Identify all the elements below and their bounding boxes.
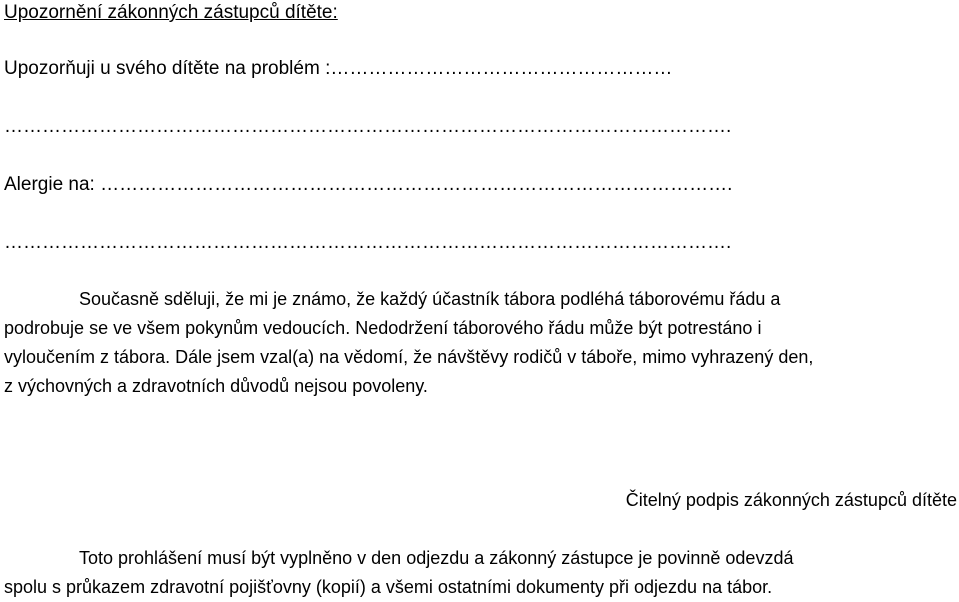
declaration-line: z výchovných a zdravotních důvodů nejsou povoleny. — [4, 376, 428, 396]
declaration-line: Současně sděluji, že mi je známo, že každý účastník tábora podléhá táborovému řádu a — [79, 289, 781, 309]
closing-paragraph — [4, 544, 955, 602]
declaration-line: podrobuje se ve všem pokynům vedoucích. Nedodržení táborového řádu může být potrestáno i — [4, 318, 762, 338]
allergy-field-line: Alergie na: ………………………………………………………………………………………. — [4, 174, 733, 195]
document-title: Upozornění zákonných zástupců dítěte: — [4, 2, 338, 23]
declaration-paragraph — [4, 285, 955, 401]
signature-label: Čitelný podpis zákonných zástupců dítěte — [625, 490, 957, 510]
problem-field-line: Upozorňuji u svého dítěte na problém :……………………………………………… — [4, 58, 673, 79]
problem-continuation-line: ……………………………………………………………………………………………………. — [4, 116, 732, 137]
declaration-line: vyloučením z tábora. Dále jsem vzal(a) na vědomí, že návštěvy rodičů v táboře, mimo vyhrazený den, — [4, 347, 814, 367]
closing-line: Toto prohlášení musí být vyplněno v den odjezdu a zákonný zástupce je povinně odevzdá — [79, 548, 794, 568]
allergy-continuation-line: ……………………………………………………………………………………………………. — [4, 232, 732, 253]
closing-line: spolu s průkazem zdravotní pojišťovny (kopií) a všemi ostatními dokumenty při odjezdu na tábor. — [4, 577, 773, 597]
